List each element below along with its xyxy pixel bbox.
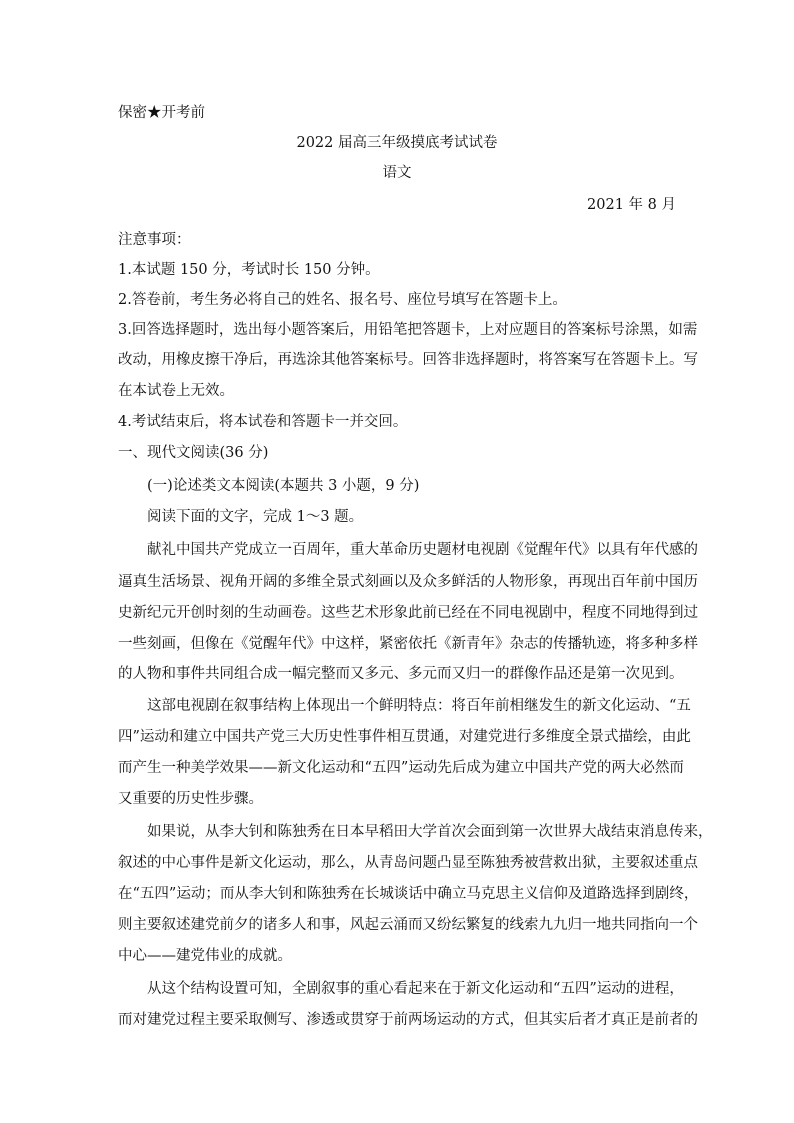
passage-line: 四”运动和建立中国共产党三大历史性事件相互贯通，对建党进行多维度全景式描绘，由此 — [118, 729, 691, 745]
exam-title: 2022 届高三年级摸底考试试卷 — [296, 135, 498, 151]
notice-item-3-line-3: 在本试卷上无效。 — [118, 383, 234, 399]
passage-line: 的人物和事件共同组合成一幅完整而又多元、多元而又归一的群像作品还是第一次见到。 — [118, 666, 684, 682]
passage-line: 一些刻画，但像在《觉醒年代》中这样，紧密依托《新青年》杂志的传播轨迹，将多种多样 — [118, 636, 698, 652]
passage-line: 这部电视剧在叙事结构上体现出一个鲜明特点：将百年前相继发生的新文化运动、“五 — [147, 698, 691, 714]
passage-line: 史新纪元开创时刻的生动画卷。这些艺术形象此前已经在不同电视剧中，程度不同地得到过 — [118, 605, 698, 621]
passage-line: 在“五四”运动；而从李大钊和陈独秀在长城谈话中确立马克思主义信仰及道路选择到剧终， — [118, 886, 699, 902]
passage-line: 而对建党过程主要采取侧写、渗透或贯穿于前两场运动的方式，但其实后者才真正是前者的 — [118, 1012, 698, 1028]
exam-date: 2021 年 8 月 — [587, 197, 676, 213]
passage-line: 逼真生活场景、视角开阔的多维全景式刻画以及众多鲜活的人物形象，再现出百年前中国历 — [118, 574, 698, 590]
passage-line: 则主要叙述建党前夕的诸多人和事，风起云涌而又纷纭繁复的线索九九归一地共同指向一个 — [118, 917, 698, 933]
notice-item-4: 4.考试结束后，将本试卷和答题卡一并交回。 — [118, 414, 408, 430]
notice-item-3-line-1: 3.回答选择题时，选出每小题答案后，用铅笔把答题卡，上对应题目的答案标号涂黑，如需 — [118, 322, 698, 338]
confidential-label: 保密★开考前 — [118, 105, 205, 121]
reading-instruction: 阅读下面的文字，完成 1～3 题。 — [147, 509, 364, 525]
sub-section-heading: (一)论述类文本阅读(本题共 3 小题，9 分) — [147, 478, 420, 494]
notice-item-2: 2.答卷前，考生务必将自己的姓名、报名号、座位号填写在答题卡上。 — [118, 292, 567, 308]
passage-line: 而产生一种美学效果——新文化运动和“五四”运动先后成为建立中国共产党的两大必然而 — [118, 760, 684, 776]
passage-line: 如果说，从李大钊和陈独秀在日本早稻田大学首次会面到第一次世界大战结束消息传来， — [147, 824, 713, 840]
notice-heading: 注意事项： — [118, 232, 191, 248]
passage-line: 中心——建党伟业的成就。 — [118, 948, 292, 964]
section-heading: 一、现代文阅读(36 分) — [118, 445, 269, 461]
subject-label: 语文 — [382, 165, 412, 181]
notice-item-3-line-2: 改动，用橡皮擦干净后，再选涂其他答案标号。回答非选择题时，将答案写在答题卡上。写 — [118, 352, 698, 368]
passage-line: 叙述的中心事件是新文化运动，那么，从青岛问题凸显至陈独秀被营救出狱，主要叙述重点 — [118, 855, 698, 871]
passage-line: 献礼中国共产党成立一百周年，重大革命历史题材电视剧《觉醒年代》以具有年代感的 — [147, 542, 698, 558]
passage-line: 又重要的历史性步骤。 — [118, 791, 263, 807]
notice-item-1: 1.本试题 150 分，考试时长 150 分钟。 — [118, 262, 380, 278]
passage-line: 从这个结构设置可知，全剧叙事的重心看起来在于新文化运动和“五四”运动的进程， — [147, 981, 684, 997]
